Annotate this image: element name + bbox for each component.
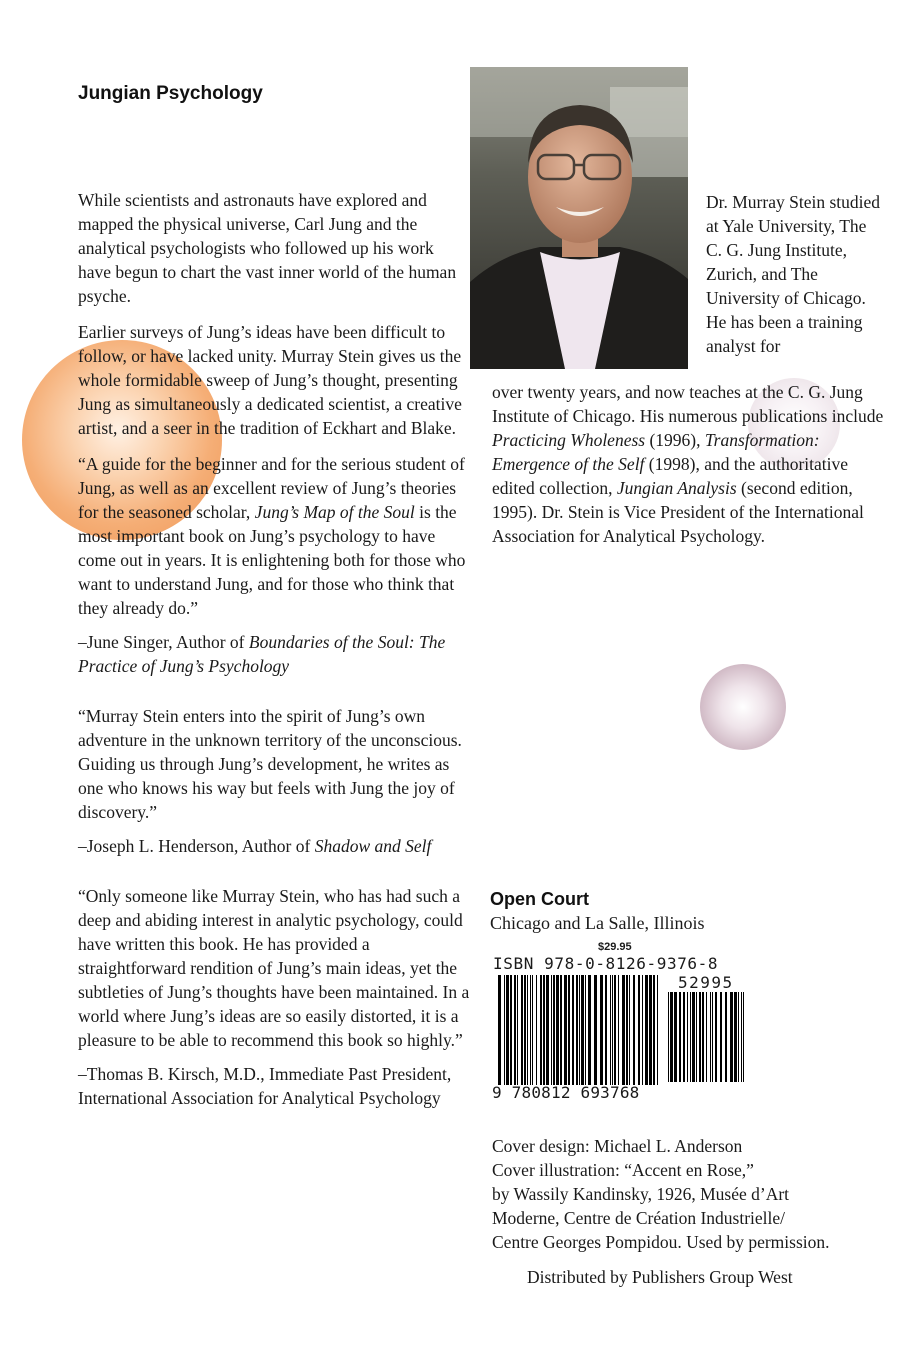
barcode-bar	[514, 975, 516, 1085]
barcode-bar	[645, 975, 648, 1085]
barcode-bar	[564, 975, 567, 1085]
barcode-bar	[585, 975, 586, 1085]
barcode-bar	[653, 975, 655, 1085]
category-heading: Jungian Psychology	[78, 83, 263, 104]
barcode-bar	[536, 975, 537, 1085]
barcode-bar	[668, 992, 669, 1082]
barcode-bar	[521, 975, 523, 1085]
barcode-bar	[517, 975, 518, 1085]
barcode-bar	[614, 975, 616, 1085]
barcode-bar	[649, 975, 652, 1085]
barcode-bar	[540, 975, 542, 1085]
barcode-bar	[594, 975, 597, 1085]
barcode-bar	[690, 992, 691, 1082]
price-label: $29.95	[598, 941, 632, 953]
summary-paragraph: Earlier surveys of Jung’s ideas have been difficult to follow, or have lacked unity. Murray Stein gives us the whole formidable sweep of Jung’s thought, presenting Jung as simultaneously a dedicated scientist, a creative artist, and a seer in the tradition of Eckhart and Blake.	[78, 322, 462, 438]
barcode-main	[498, 975, 658, 1085]
barcode-bar	[741, 992, 742, 1082]
barcode-bar	[670, 992, 673, 1082]
barcode-bar	[510, 975, 512, 1085]
intro-paragraph: While scientists and astronauts have explored and mapped the physical universe, Carl Jung and the analytical psychologists who followed up his work have begun to chart the vast inner world of the human psyche.	[78, 190, 457, 306]
review-quote-singer: “A guide for the beginner and for the serious student of Jung, as well as an excellent review of Jung’s theories for the seasoned scholar, Jung’s Map of the Soul is the most important book on Jung’s psychology to have come out in years. It is enlightening both for those who want to understand Jung, and for those who think that they already do.”	[78, 454, 466, 618]
barcode-bar	[629, 975, 630, 1085]
barcode-bar	[560, 975, 562, 1085]
review-quote-henderson: “Murray Stein enters into the spirit of Jung’s own adventure in the unknown territory of the unconscious. Guiding us through Jung’s development, he writes as one who knows his way but feels with Jung the joy of discovery.”	[78, 706, 462, 822]
barcode-bar	[612, 975, 613, 1085]
barcode-bar	[679, 992, 681, 1082]
barcode-addon	[668, 992, 746, 1082]
barcode-bar	[588, 975, 591, 1085]
barcode-bar	[546, 975, 549, 1085]
author-bio-continued: over twenty years, and now teaches at the C. G. Jung Institute of Chicago. His numerous publications include Practicing Wholeness (1996), Transformation: Emergence of the Self (1998), and the authoritative edited collection, Jungian Analysis (second edition, 1995). Dr. Stein is Vice President of the International Association for Analytical Psychology.	[492, 382, 884, 546]
credit-line: Cover illustration: “Accent en Rose,”	[492, 1160, 754, 1180]
barcode-bar	[687, 992, 688, 1082]
barcode-bar	[674, 992, 677, 1082]
barcode-bar	[524, 975, 526, 1085]
barcode-bar	[626, 975, 628, 1085]
distributor-line: Distributed by Publishers Group West	[527, 1267, 793, 1287]
barcode-bar	[581, 975, 584, 1085]
barcode-bar	[725, 992, 727, 1082]
barcode-bar	[618, 975, 619, 1085]
left-column	[78, 188, 470, 1110]
barcode-bar	[738, 992, 739, 1082]
barcode-bar	[734, 992, 737, 1082]
barcode-bar	[657, 975, 658, 1085]
barcode-bar	[702, 992, 704, 1082]
barcode-bar	[696, 992, 697, 1082]
publisher-name: Open Court	[490, 889, 589, 909]
barcode-bar	[556, 975, 559, 1085]
barcode-bar	[712, 992, 713, 1082]
barcode-bar	[610, 975, 611, 1085]
isbn-label: ISBN 978-0-8126-9376-8	[493, 954, 719, 973]
barcode-bar	[715, 992, 717, 1082]
mauve-orb-decoration	[700, 664, 786, 750]
barcode-bar	[642, 975, 643, 1085]
barcode-bar	[572, 975, 574, 1085]
barcode-bar	[699, 992, 701, 1082]
barcode-bar	[532, 975, 533, 1085]
quote-attribution-henderson: –Joseph L. Henderson, Author of Shadow and Self	[78, 836, 432, 856]
barcode-bar	[692, 992, 695, 1082]
price-code-digits: 52995	[678, 973, 734, 992]
quote-attribution-kirsch: –Thomas B. Kirsch, M.D., Immediate Past President, International Association for Analytical Psychology	[78, 1064, 452, 1108]
barcode-bar	[576, 975, 578, 1085]
credit-line: Centre Georges Pompidou. Used by permission.	[492, 1232, 830, 1252]
barcode-bar	[498, 975, 501, 1085]
barcode-bar	[551, 975, 552, 1085]
cover-credits	[492, 1134, 892, 1254]
barcode-bar	[579, 975, 580, 1085]
barcode-bar	[633, 975, 635, 1085]
author-bio-intro: Dr. Murray Stein studied at Yale University, The C. G. Jung Institute, Zurich, and The University of Chicago. He has been a training analyst for	[706, 192, 881, 356]
barcode-bar	[543, 975, 545, 1085]
barcode-bar	[568, 975, 570, 1085]
barcode-bar	[622, 975, 625, 1085]
barcode-bar	[605, 975, 607, 1085]
credit-line: by Wassily Kandinsky, 1926, Musée d’Art	[492, 1184, 790, 1204]
barcode-bar	[710, 992, 711, 1082]
barcode-bar	[638, 975, 640, 1085]
barcode-bar	[504, 975, 505, 1085]
barcode-bar	[683, 992, 685, 1082]
credit-line: Moderne, Centre de Création Industrielle/	[492, 1208, 786, 1228]
barcode-bar	[530, 975, 531, 1085]
review-quote-kirsch: “Only someone like Murray Stein, who has had such a deep and abiding interest in analytic psychology, could have written this book. He has provided a straightforward rendition of Jung’s main ideas, yet the subtleties of Jung’s thoughts have been maintained. In a world where Jung’s ideas are so easily distorted, it is a pleasure to be able to recommend this book so highly.”	[78, 886, 470, 1050]
quote-attribution-singer: –June Singer, Author of Boundaries of the Soul: The Practice of Jung’s Psychology	[78, 632, 446, 676]
barcode-bar	[506, 975, 509, 1085]
barcode-bar	[600, 975, 603, 1085]
barcode-bar	[743, 992, 744, 1082]
credit-line: Cover design: Michael L. Anderson	[492, 1136, 743, 1156]
barcode-bar	[730, 992, 733, 1082]
author-photo	[470, 67, 688, 369]
barcode-bar	[553, 975, 555, 1085]
publisher-location: Chicago and La Salle, Illinois	[490, 913, 705, 933]
barcode-bar	[527, 975, 528, 1085]
barcode-bar	[706, 992, 707, 1082]
barcode-digits: 9 780812 693768	[492, 1083, 640, 1102]
barcode-bar	[720, 992, 722, 1082]
author-portrait-illustration	[470, 67, 688, 369]
